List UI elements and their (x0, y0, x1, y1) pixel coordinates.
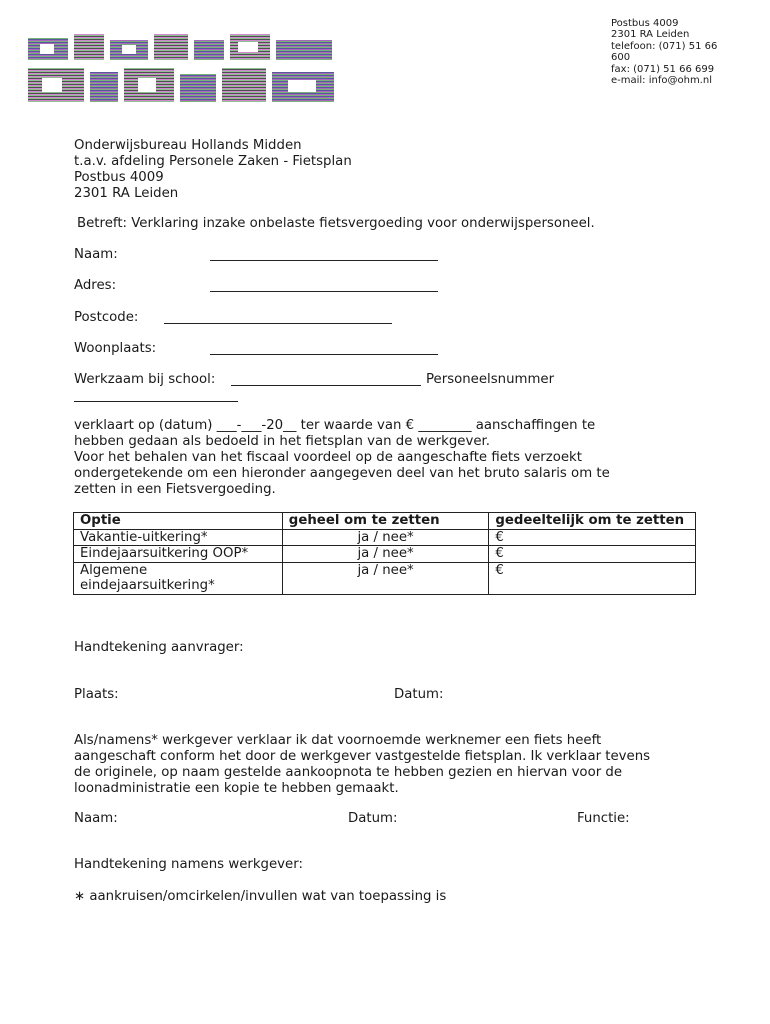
school-input-line[interactable] (231, 385, 421, 386)
adres-label: Adres: (74, 278, 117, 293)
declaration-paragraph (74, 418, 674, 498)
employer-declaration-line: loonadministratie een kopie te hebben gemaakt. (74, 781, 399, 796)
table-cell-amount[interactable]: € (489, 562, 696, 594)
table-cell-option: Eindejaarsuitkering OOP* (74, 546, 283, 563)
table-cell-choice[interactable]: ja / nee* (282, 546, 489, 563)
declaration-line: hebben gedaan als bedoeld in het fietsplan van de werkgever. (74, 434, 490, 449)
employer-declaration (74, 733, 714, 797)
postcode-input-line[interactable] (164, 323, 392, 324)
datum-label: Datum: (394, 687, 444, 702)
declaration-line: Voor het behalen van het fiscaal voordeel op de aangeschafte fiets verzoekt (74, 450, 582, 465)
table-row (74, 529, 696, 546)
contact-block (611, 18, 717, 86)
table-cell-choice[interactable]: ja / nee* (282, 529, 489, 546)
table-header: geheel om te zetten (282, 513, 489, 530)
address-block (74, 138, 352, 202)
declaration-line: zetten in een Fietsvergoeding. (74, 482, 276, 497)
employer-datum-label: Datum: (348, 811, 398, 826)
woonplaats-input-line[interactable] (210, 354, 438, 355)
plaats-label: Plaats: (74, 687, 119, 702)
subject-line: Betreft: Verklaring inzake onbelaste fietsvergoeding voor onderwijspersoneel. (77, 216, 595, 231)
footnote: ∗ aankruisen/omcirkelen/invullen wat van toepassing is (74, 889, 447, 904)
table-row (74, 546, 696, 563)
ohm-logo (26, 30, 338, 108)
table-header-row (74, 513, 696, 530)
employer-naam-label: Naam: (74, 811, 118, 826)
table-cell-option: Algemene eindejaarsuitkering* (74, 562, 283, 594)
table-cell-amount[interactable]: € (489, 529, 696, 546)
contact-phone: telefoon: (071) 51 66 (611, 40, 718, 52)
declaration-line: ondergetekende om een hieronder aangegeven deel van het bruto salaris om te (74, 466, 610, 481)
employer-functie-label: Functie: (577, 811, 630, 826)
contact-postbus: Postbus 4009 (611, 18, 679, 29)
address-line: Postbus 4009 (74, 170, 164, 185)
personeelsnummer-label: Personeelsnummer (426, 372, 555, 387)
contact-phone-cont: 600 (611, 52, 631, 64)
employer-declaration-line: Als/namens* werkgever verklaar ik dat voornoemde werknemer een fiets heeft (74, 733, 602, 748)
table-cell-choice[interactable]: ja / nee* (282, 562, 489, 594)
address-line: t.a.v. afdeling Personele Zaken - Fietsplan (74, 154, 352, 169)
adres-input-line[interactable] (210, 291, 438, 292)
werkzaam-label: Werkzaam bij school: (74, 372, 216, 387)
contact-postcode: 2301 RA Leiden (611, 29, 690, 41)
table-cell-amount[interactable]: € (489, 546, 696, 563)
postcode-label: Postcode: (74, 310, 139, 325)
naam-input-line[interactable] (210, 260, 438, 261)
declaration-line: verklaart op (datum) ___-___-20__ ter waarde van € ________ aanschaffingen te (74, 418, 596, 433)
table-header: gedeeltelijk om te zetten (489, 513, 696, 530)
address-line: Onderwijsbureau Hollands Midden (74, 138, 302, 153)
table-header: Optie (74, 513, 283, 530)
employer-declaration-line: aangeschaft conform het door de werkgever vastgestelde fietsplan. Ik verklaar tevens (74, 749, 651, 764)
signature-employer-label: Handtekening namens werkgever: (74, 857, 303, 872)
table-row (74, 562, 696, 594)
naam-label: Naam: (74, 247, 118, 262)
woonplaats-label: Woonplaats: (74, 341, 157, 356)
contact-email: e-mail: info@ohm.nl (611, 75, 712, 87)
options-table (73, 512, 696, 595)
employer-declaration-line: de originele, op naam gestelde aankoopnota te hebben gezien en hiervan voor de (74, 765, 623, 780)
signature-applicant-label: Handtekening aanvrager: (74, 640, 244, 655)
table-cell-option: Vakantie-uitkering* (74, 529, 283, 546)
contact-fax: fax: (071) 51 66 699 (611, 63, 715, 75)
address-line: 2301 RA Leiden (74, 186, 179, 201)
personeelsnummer-input-line[interactable] (74, 401, 238, 402)
